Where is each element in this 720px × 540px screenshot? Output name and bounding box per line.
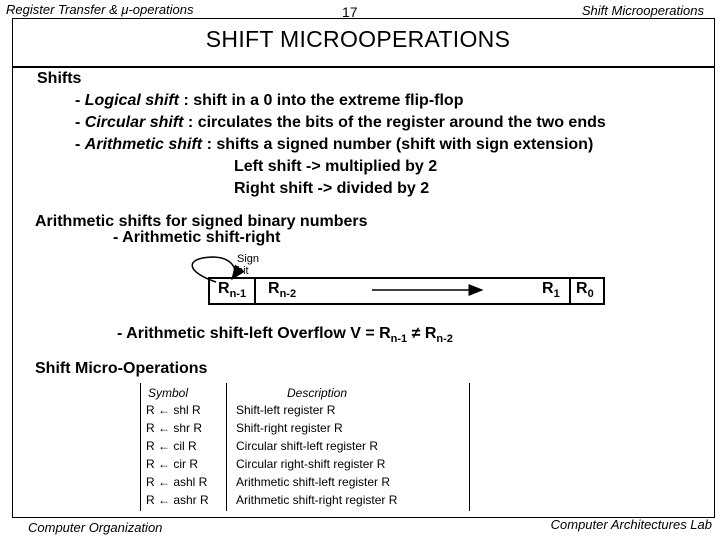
sign-bit-label: Sign bit <box>237 253 260 277</box>
table-row-symbol: R ← shl R <box>146 403 201 417</box>
table-row-description: Shift-right register R <box>236 421 343 435</box>
arithmetic-shift-term: Arithmetic shift <box>84 136 203 153</box>
table-row-symbol: R ← cil R <box>146 439 197 453</box>
slide-title: SHIFT MICROOPERATIONS <box>205 26 511 52</box>
header-section-title: Shift Microoperations <box>581 3 704 18</box>
table-row-symbol: R ← ashr R <box>146 493 209 507</box>
circular-shift-term: Circular shift <box>84 114 184 131</box>
right-shift-note: Right shift -> divided by 2 <box>234 180 430 197</box>
footer-course-title: Computer Organization <box>28 520 163 535</box>
header-chapter-title: Register Transfer & μ-operations <box>6 2 194 17</box>
logical-shift-term: Logical shift <box>84 92 180 109</box>
left-shift-note: Left shift -> multiplied by 2 <box>234 158 438 175</box>
table-row-description: Circular right-shift register R <box>236 457 386 471</box>
arithmetic-shift-left-label: - Arithmetic shift-left Overflow $V = R_{n-1} \ne R_{n-2}$ <box>117 325 453 346</box>
table-row-symbol: R ← cir R <box>146 457 198 471</box>
shift-logical-line: - Logical shift : shift in a 0 into the extreme flip-flop <box>75 92 464 109</box>
title-divider <box>12 66 715 68</box>
column-header-description: Description <box>287 386 348 400</box>
shifts-heading: Shifts <box>37 70 82 87</box>
table-row-description: Circular shift-left register R <box>236 439 379 453</box>
page-number: 17 <box>342 4 358 20</box>
shift-circular-line: - Circular shift : circulates the bits of the register around the two ends <box>75 114 606 131</box>
footer-lab-name: Computer Architectures Lab <box>550 517 712 532</box>
register-bit-r0: $R_0$ <box>576 280 594 301</box>
table-row-description: Shift-left register R <box>236 403 336 417</box>
shift-arithmetic-line: - Arithmetic shift : shifts a signed number (shift with sign extension) <box>75 136 594 153</box>
register-cell-divider <box>569 277 571 305</box>
register-bit-r1: $R_1$ <box>542 280 560 301</box>
column-header-symbol: Symbol <box>148 386 189 400</box>
table-row-symbol: R ← ashl R <box>146 475 208 489</box>
register-cell-divider <box>254 277 256 305</box>
register-bit-rn-2: $R_{n-2}$ <box>268 280 297 301</box>
arithmetic-shift-right-label: - Arithmetic shift-right <box>113 229 281 246</box>
shift-micro-operations-heading: Shift Micro-Operations <box>35 360 208 377</box>
table-column-divider <box>226 383 227 511</box>
table-row-description: Arithmetic shift-right register R <box>236 493 398 507</box>
register-bit-rn-1: $R_{n-1}$ <box>218 280 247 301</box>
arithmetic-shifts-heading: Arithmetic shifts for signed binary numbers <box>35 213 368 230</box>
table-row-description: Arithmetic shift-left register R <box>236 475 391 489</box>
table-row-symbol: R ← shr R <box>146 421 203 435</box>
